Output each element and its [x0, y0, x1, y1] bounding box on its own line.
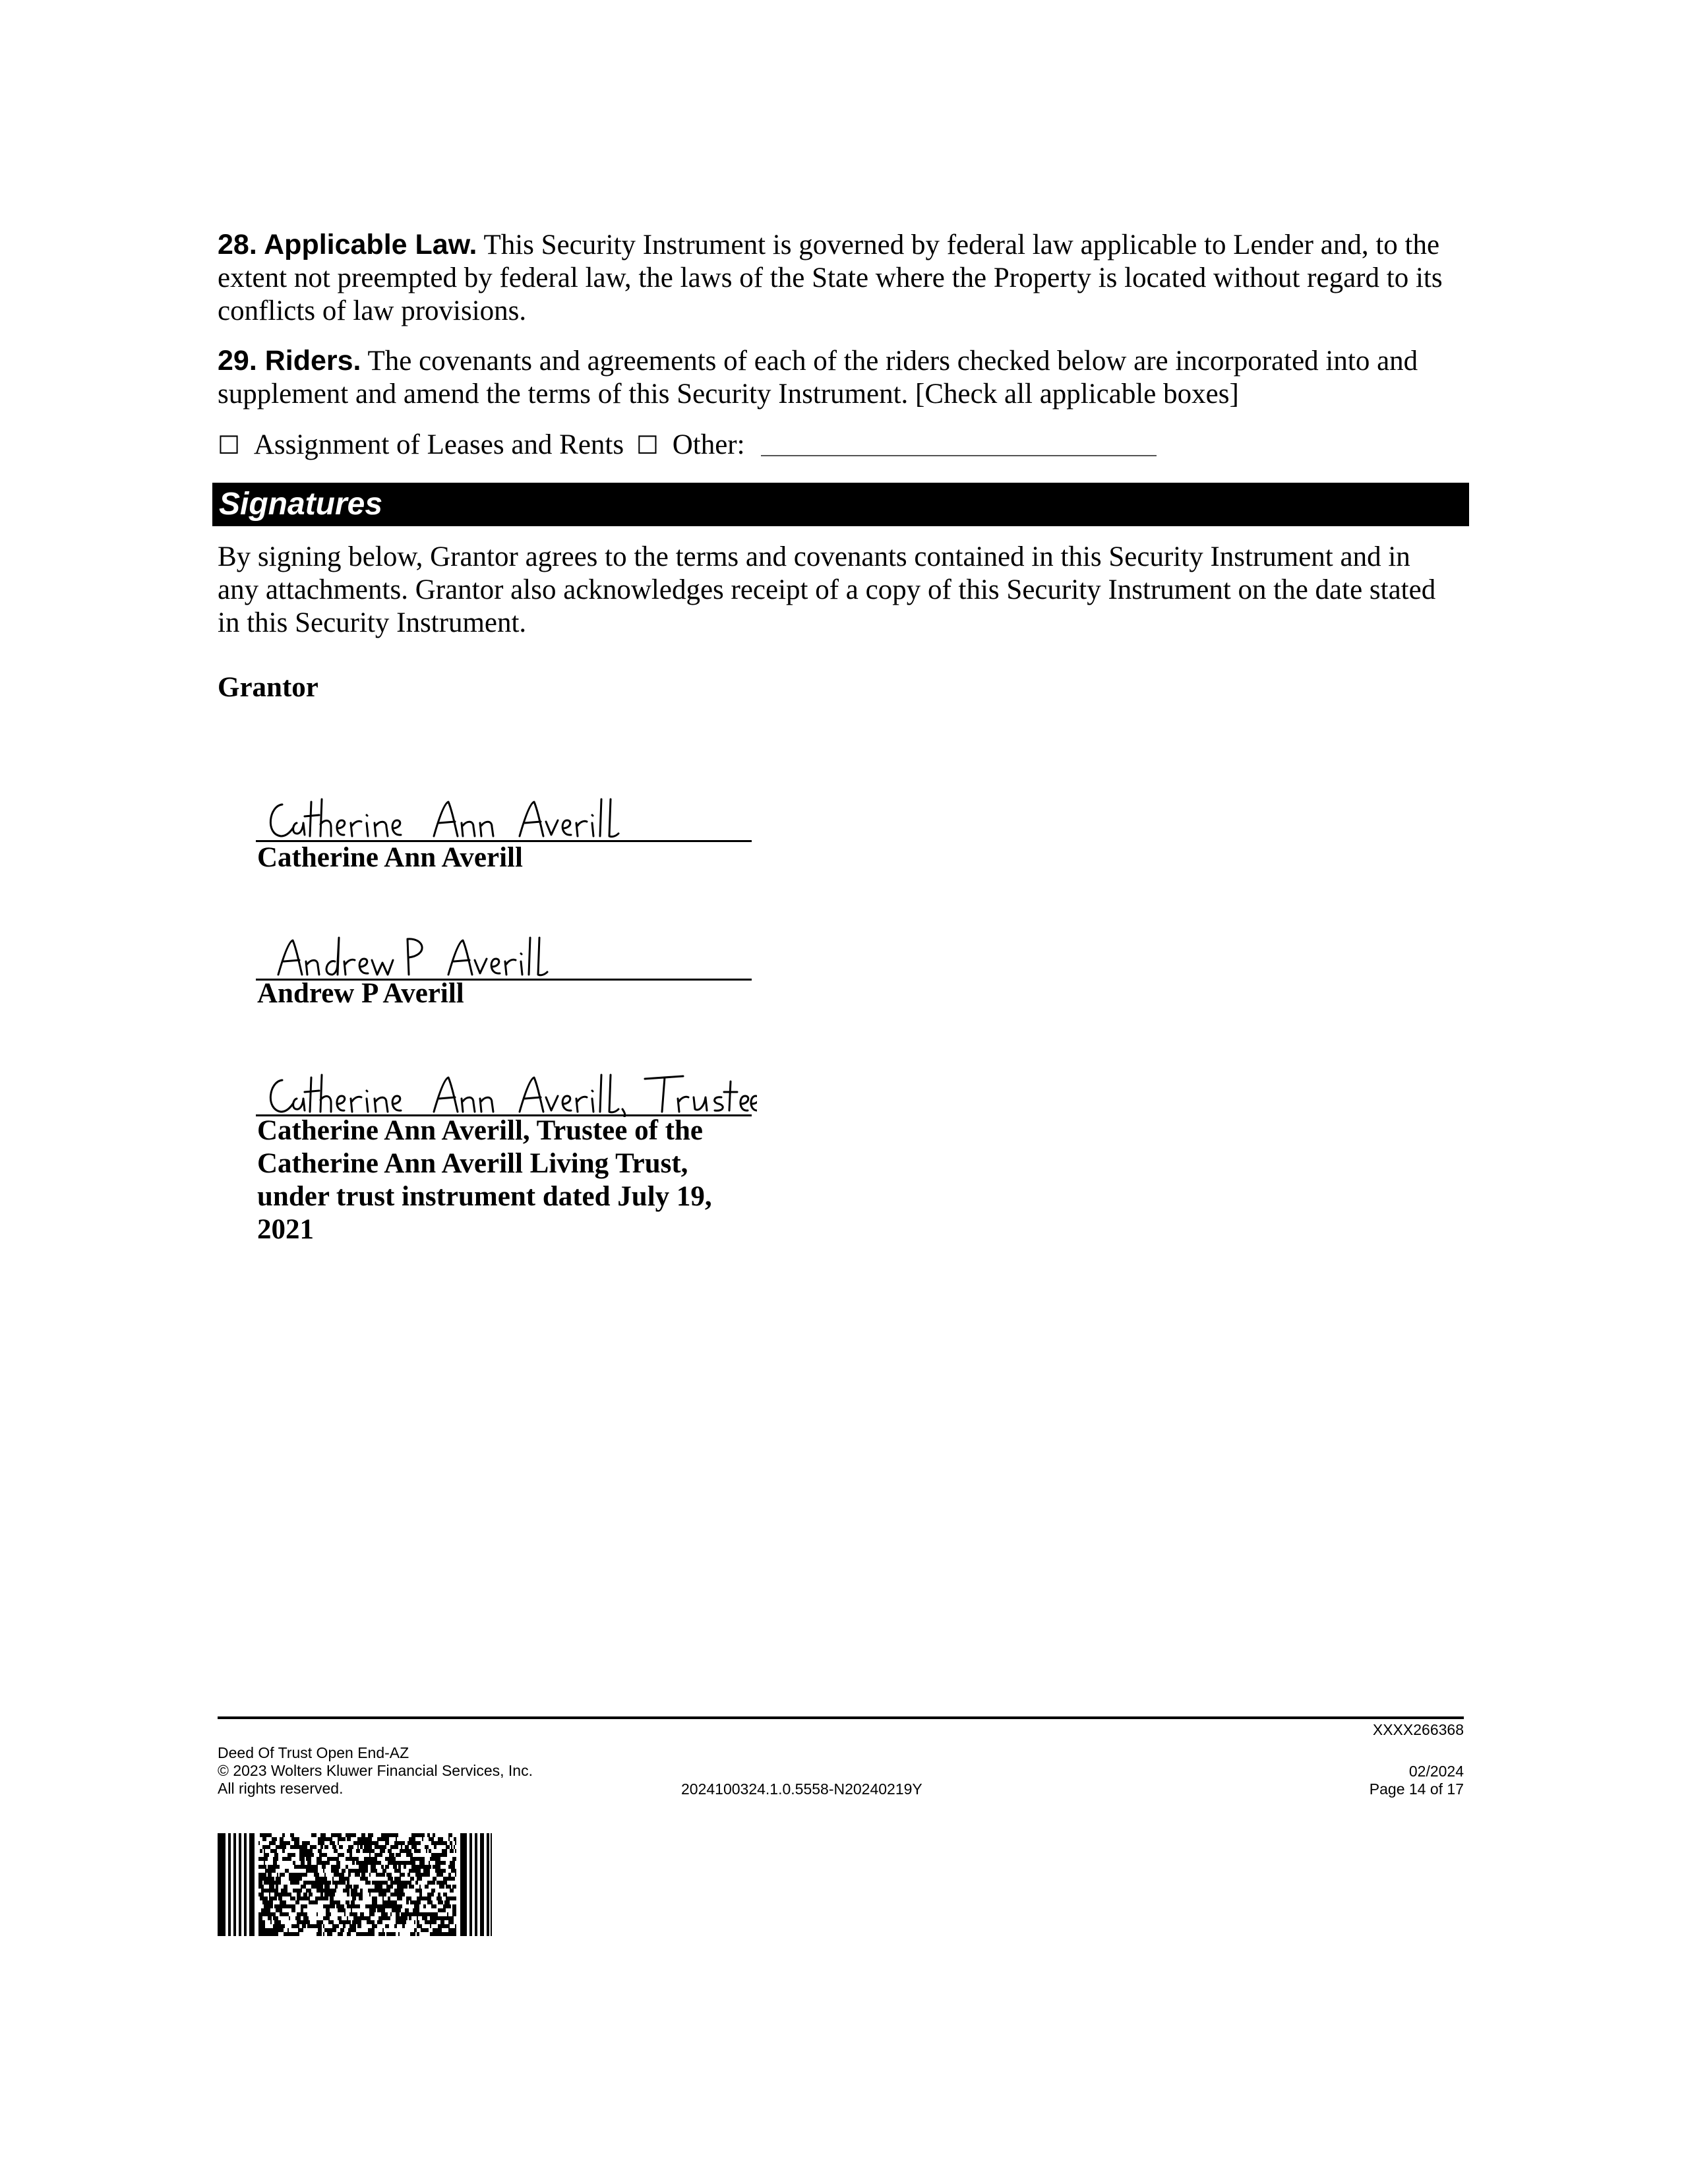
signer-name-line: under trust instrument dated July 19,: [257, 1181, 712, 1212]
signer-name-line: 2021: [257, 1214, 314, 1245]
signer-name-line: Andrew P Averill: [257, 978, 464, 1009]
footer-rights: All rights reserved.: [218, 1780, 344, 1797]
section-heading: 28. Applicable Law.: [218, 229, 477, 260]
grantor-label: Grantor: [218, 672, 318, 703]
option-label-assignment-of-leases: Assignment of Leases and Rents: [253, 429, 624, 460]
other-rider-blank-field[interactable]: [761, 435, 1157, 456]
checkbox-other[interactable]: ☐: [636, 431, 659, 460]
handwritten-signature-2: [256, 922, 757, 981]
section-body: This Security Instrument is governed by federal law applicable to Lender and, to the extent not preempted by federal law, the laws of the State where the Property is located without regard to its conflicts of law provisions.: [218, 229, 1443, 326]
footer-loan-id: XXXX266368: [1372, 1721, 1464, 1738]
footer-rule: [218, 1716, 1464, 1719]
footer-form-info: [218, 1744, 533, 1798]
signer-name-2: [257, 977, 758, 1010]
footer-doc-code: 2024100324.1.0.5558-N20240219Y: [681, 1780, 922, 1798]
signatures-banner: [212, 483, 1469, 526]
section-body: The covenants and agreements of each of the riders checked below are incorporated into and supplement and amend the terms of this Security Instrument. [Check all applicable boxes]: [218, 346, 1418, 410]
signer-name-1: [257, 841, 758, 874]
footer-page-number: Page 14 of 17: [1369, 1780, 1464, 1798]
handwritten-signature-1: [256, 785, 757, 844]
section-applicable-law: [218, 228, 1457, 328]
signer-name-line: Catherine Ann Averill Living Trust,: [257, 1148, 688, 1179]
riders-options: [218, 429, 1273, 462]
signer-name-line: Catherine Ann Averill, Trustee of the: [257, 1115, 703, 1146]
signature-acknowledgment: By signing below, Grantor agrees to the terms and covenants contained in this Security Instrument and in any attachments. Grantor also acknowledges receipt of a copy of this Security Instrument on the date stated in this Security Instrument.: [218, 541, 1436, 638]
signer-name-3: [257, 1114, 758, 1246]
footer-page-info: [1370, 1763, 1464, 1798]
option-label-other: Other:: [672, 429, 745, 460]
handwritten-signature-3: [256, 1058, 757, 1117]
signatures-banner-title: Signatures: [219, 487, 383, 522]
section-riders: [218, 344, 1457, 411]
footer-form-date: 02/2024: [1408, 1763, 1464, 1780]
section-heading: 29. Riders.: [218, 345, 361, 377]
footer-form-name: Deed Of Trust Open End-AZ: [218, 1744, 409, 1761]
pdf417-barcode: [218, 1833, 492, 1936]
signer-name-line: Catherine Ann Averill: [257, 842, 523, 873]
checkbox-assignment-of-leases[interactable]: ☐: [218, 431, 241, 460]
footer-copyright: © 2023 Wolters Kluwer Financial Services, Inc.: [218, 1762, 533, 1779]
